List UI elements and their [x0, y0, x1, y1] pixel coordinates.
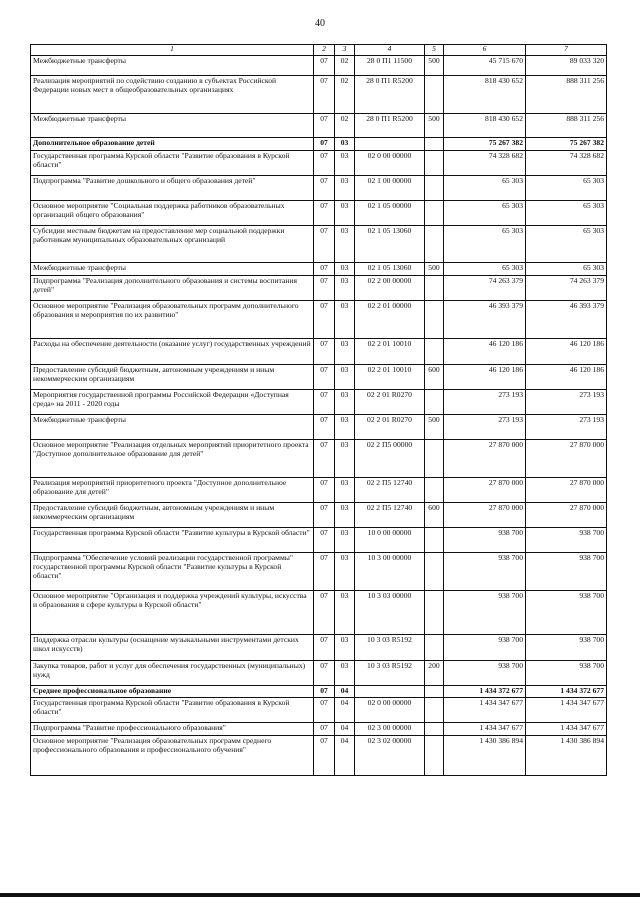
row-name: Межбюджетные трансферты: [31, 415, 314, 440]
table-row: [31, 591, 607, 635]
row-amount-2: 938 700: [526, 661, 607, 686]
row-subsection-code: 03: [335, 138, 355, 151]
row-section-code: 07: [314, 301, 335, 339]
row-name: Подпрограмма "Реализация дополнительного образования и системы воспитания детей": [31, 276, 314, 301]
row-amount-1: 46 120 186: [444, 365, 526, 390]
row-section-code: 07: [314, 686, 335, 698]
row-target-article: 02 3 00 00000: [355, 723, 425, 736]
row-amount-2: 273 193: [526, 390, 607, 415]
row-subsection-code: 04: [335, 723, 355, 736]
row-amount-1: 1 434 347 677: [444, 698, 526, 723]
row-target-article: 10 3 03 00000: [355, 591, 425, 635]
row-expense-type: 600: [425, 365, 444, 390]
row-amount-1: 938 700: [444, 635, 526, 661]
row-expense-type: 500: [425, 56, 444, 76]
row-amount-1: 938 700: [444, 661, 526, 686]
row-amount-1: 938 700: [444, 553, 526, 591]
row-target-article: 02 2 01 10010: [355, 365, 425, 390]
row-section-code: 07: [314, 635, 335, 661]
table-row: [31, 635, 607, 661]
row-amount-1: 273 193: [444, 415, 526, 440]
row-subsection-code: 03: [335, 176, 355, 201]
row-subsection-code: 03: [335, 440, 355, 478]
row-section-code: 07: [314, 76, 335, 114]
row-expense-type: [425, 686, 444, 698]
row-expense-type: [425, 591, 444, 635]
row-section-code: 07: [314, 176, 335, 201]
row-amount-1: 1 430 386 894: [444, 736, 526, 776]
row-subsection-code: 02: [335, 56, 355, 76]
table-row: [31, 365, 607, 390]
row-target-article: 28 0 П1 R5200: [355, 114, 425, 138]
table-row: [31, 528, 607, 553]
row-amount-1: 27 870 000: [444, 440, 526, 478]
row-name: Межбюджетные трансферты: [31, 114, 314, 138]
row-target-article: 02 2 П5 12740: [355, 503, 425, 528]
table-row: [31, 263, 607, 276]
row-section-code: 07: [314, 138, 335, 151]
row-amount-2: 65 303: [526, 226, 607, 263]
row-subsection-code: 02: [335, 114, 355, 138]
row-section-code: 07: [314, 553, 335, 591]
row-amount-2: 273 193: [526, 415, 607, 440]
row-amount-1: 46 393 379: [444, 301, 526, 339]
row-section-code: 07: [314, 591, 335, 635]
row-target-article: 10 3 00 00000: [355, 553, 425, 591]
row-name: Закупка товаров, работ и услуг для обеспечения государственных (муниципальных) нужд: [31, 661, 314, 686]
row-subsection-code: 03: [335, 263, 355, 276]
row-amount-2: 1 430 386 894: [526, 736, 607, 776]
row-amount-1: 75 267 382: [444, 138, 526, 151]
row-subsection-code: 03: [335, 503, 355, 528]
row-amount-1: 65 303: [444, 226, 526, 263]
row-name: Государственная программа Курской области "Развитие образования в Курской области": [31, 151, 314, 176]
row-target-article: 02 2 01 00000: [355, 301, 425, 339]
table-row: [31, 151, 607, 176]
row-name: Основное мероприятие "Реализация образовательных программ дополнительного образования и мероприятия по их развитию": [31, 301, 314, 339]
row-target-article: 02 2 00 00000: [355, 276, 425, 301]
row-subsection-code: 03: [335, 339, 355, 365]
row-amount-2: 1 434 347 677: [526, 723, 607, 736]
row-section-code: 07: [314, 365, 335, 390]
row-subsection-code: 03: [335, 528, 355, 553]
row-amount-1: 65 303: [444, 201, 526, 226]
row-amount-2: 65 303: [526, 263, 607, 276]
row-section-code: 07: [314, 503, 335, 528]
row-amount-1: 938 700: [444, 528, 526, 553]
row-amount-2: 46 120 186: [526, 339, 607, 365]
row-section-code: 07: [314, 736, 335, 776]
table-row: [31, 503, 607, 528]
row-expense-type: [425, 301, 444, 339]
row-expense-type: [425, 698, 444, 723]
row-expense-type: [425, 723, 444, 736]
row-expense-type: 600: [425, 503, 444, 528]
row-name: Предоставление субсидий бюджетным, автономным учреждениям и иным некоммерческим организациям: [31, 503, 314, 528]
row-amount-1: 1 434 347 677: [444, 723, 526, 736]
row-section-code: 07: [314, 276, 335, 301]
row-target-article: 02 2 01 R0270: [355, 415, 425, 440]
row-target-article: 28 0 П1 11500: [355, 56, 425, 76]
row-target-article: 10 3 03 R5192: [355, 661, 425, 686]
row-expense-type: [425, 76, 444, 114]
row-expense-type: [425, 138, 444, 151]
row-amount-1: 938 700: [444, 591, 526, 635]
row-name: Межбюджетные трансферты: [31, 56, 314, 76]
row-amount-2: 938 700: [526, 635, 607, 661]
row-expense-type: 500: [425, 263, 444, 276]
row-target-article: 02 2 П5 12740: [355, 478, 425, 503]
row-expense-type: [425, 390, 444, 415]
table-row: [31, 226, 607, 263]
row-expense-type: [425, 440, 444, 478]
row-target-article: [355, 686, 425, 698]
row-target-article: 02 1 05 13060: [355, 263, 425, 276]
row-section-code: 07: [314, 226, 335, 263]
row-name: Подпрограмма "Обеспечение условий реализации государственной программы" государственной программы Курской области "Развитие культуры в Курской области": [31, 553, 314, 591]
row-name: Основное мероприятие "Организация и поддержка учреждений культуры, искусства и образования в сфере культуры в Курской области": [31, 591, 314, 635]
row-name: Подпрограмма "Развитие дошкольного и общего образования детей": [31, 176, 314, 201]
row-section-code: 07: [314, 263, 335, 276]
table-body: [31, 56, 607, 776]
row-section-code: 07: [314, 151, 335, 176]
row-name: Среднее профессиональное образование: [31, 686, 314, 698]
table-row: [31, 553, 607, 591]
row-amount-2: 74 328 682: [526, 151, 607, 176]
table-row: [31, 661, 607, 686]
row-section-code: 07: [314, 478, 335, 503]
header-col-7: 7: [526, 45, 607, 56]
row-expense-type: [425, 553, 444, 591]
header-col-4: 4: [355, 45, 425, 56]
row-amount-2: 89 033 320: [526, 56, 607, 76]
row-amount-1: 27 870 000: [444, 503, 526, 528]
row-target-article: 02 2 01 10010: [355, 339, 425, 365]
row-target-article: 02 3 02 00000: [355, 736, 425, 776]
row-name: Расходы на обеспечение деятельности (оказание услуг) государственных учреждений: [31, 339, 314, 365]
row-name: Основное мероприятие "Реализация отдельных мероприятий приоритетного проекта "Доступное дополнительное образование для детей": [31, 440, 314, 478]
row-amount-1: 65 303: [444, 263, 526, 276]
row-target-article: 02 0 00 00000: [355, 698, 425, 723]
row-amount-2: 938 700: [526, 591, 607, 635]
row-section-code: 07: [314, 56, 335, 76]
row-amount-2: 27 870 000: [526, 478, 607, 503]
table-row: [31, 698, 607, 723]
row-target-article: 02 0 00 00000: [355, 151, 425, 176]
table-row: [31, 440, 607, 478]
row-amount-1: 74 263 379: [444, 276, 526, 301]
row-subsection-code: 03: [335, 390, 355, 415]
row-name: Реализация мероприятий приоритетного проекта "Доступное дополнительное образование для детей": [31, 478, 314, 503]
row-target-article: 02 2 01 R0270: [355, 390, 425, 415]
row-target-article: 02 1 05 00000: [355, 201, 425, 226]
row-amount-2: 75 267 382: [526, 138, 607, 151]
table-row: [31, 736, 607, 776]
row-target-article: 02 1 00 00000: [355, 176, 425, 201]
row-subsection-code: 03: [335, 201, 355, 226]
row-expense-type: [425, 528, 444, 553]
page-number: 40: [315, 18, 325, 29]
row-target-article: [355, 138, 425, 151]
row-target-article: 10 3 03 R5192: [355, 635, 425, 661]
row-name: Мероприятия государственной программы Российской Федерации «Доступная среда» на 2011 - 2020 годы: [31, 390, 314, 415]
row-amount-2: 27 870 000: [526, 503, 607, 528]
row-subsection-code: 04: [335, 698, 355, 723]
row-expense-type: [425, 226, 444, 263]
row-subsection-code: 03: [335, 365, 355, 390]
row-amount-1: 65 303: [444, 176, 526, 201]
budget-table: [30, 44, 607, 776]
header-col-5: 5: [425, 45, 444, 56]
row-section-code: 07: [314, 440, 335, 478]
table-row: [31, 478, 607, 503]
row-amount-2: 27 870 000: [526, 440, 607, 478]
row-amount-2: 46 120 186: [526, 365, 607, 390]
table-row: [31, 56, 607, 76]
row-name: Подпрограмма "Развитие профессионального образования": [31, 723, 314, 736]
row-expense-type: 500: [425, 114, 444, 138]
row-expense-type: 500: [425, 415, 444, 440]
header-col-1: 1: [31, 45, 314, 56]
row-subsection-code: 03: [335, 553, 355, 591]
row-name: Дополнительное образование детей: [31, 138, 314, 151]
row-subsection-code: 03: [335, 478, 355, 503]
row-subsection-code: 03: [335, 591, 355, 635]
row-amount-2: 888 311 256: [526, 76, 607, 114]
row-name: Поддержка отрасли культуры (оснащение музыкальными инструментами детских школ искусств): [31, 635, 314, 661]
row-section-code: 07: [314, 390, 335, 415]
row-section-code: 07: [314, 415, 335, 440]
row-subsection-code: 03: [335, 301, 355, 339]
row-name: Реализация мероприятий по содействию созданию в субъектах Российской Федерации новых мест в общеобразовательных организациях: [31, 76, 314, 114]
row-target-article: 02 2 П5 00000: [355, 440, 425, 478]
row-subsection-code: 02: [335, 76, 355, 114]
row-section-code: 07: [314, 114, 335, 138]
row-amount-1: 27 870 000: [444, 478, 526, 503]
table-row: [31, 301, 607, 339]
row-expense-type: [425, 339, 444, 365]
row-target-article: 28 0 П1 R5200: [355, 76, 425, 114]
table-row: [31, 138, 607, 151]
row-expense-type: [425, 478, 444, 503]
row-section-code: 07: [314, 723, 335, 736]
table-row: [31, 723, 607, 736]
row-amount-1: 46 120 186: [444, 339, 526, 365]
table-row: [31, 176, 607, 201]
row-section-code: 07: [314, 698, 335, 723]
row-amount-2: 1 434 347 677: [526, 698, 607, 723]
row-expense-type: [425, 201, 444, 226]
row-section-code: 07: [314, 661, 335, 686]
row-name: Государственная программа Курской области "Развитие образования в Курской области": [31, 698, 314, 723]
row-amount-2: 1 434 372 677: [526, 686, 607, 698]
row-name: Межбюджетные трансферты: [31, 263, 314, 276]
row-expense-type: [425, 276, 444, 301]
row-subsection-code: 04: [335, 686, 355, 698]
row-subsection-code: 04: [335, 736, 355, 776]
row-section-code: 07: [314, 339, 335, 365]
table-row: [31, 201, 607, 226]
header-col-6: 6: [444, 45, 526, 56]
page-bottom-rule: [0, 893, 640, 897]
row-amount-2: 938 700: [526, 528, 607, 553]
row-amount-1: 1 434 372 677: [444, 686, 526, 698]
row-amount-1: 74 328 682: [444, 151, 526, 176]
row-expense-type: [425, 151, 444, 176]
row-target-article: 10 0 00 00000: [355, 528, 425, 553]
table-row: [31, 390, 607, 415]
row-amount-2: 888 311 256: [526, 114, 607, 138]
header-col-2: 2: [314, 45, 335, 56]
row-amount-1: 273 193: [444, 390, 526, 415]
row-expense-type: 200: [425, 661, 444, 686]
row-subsection-code: 03: [335, 151, 355, 176]
row-amount-2: 65 303: [526, 201, 607, 226]
row-subsection-code: 03: [335, 635, 355, 661]
table-row: [31, 76, 607, 114]
row-expense-type: [425, 635, 444, 661]
row-section-code: 07: [314, 528, 335, 553]
row-name: Основное мероприятие "Реализация образовательных программ среднего профессионального образования и профессионального обучения": [31, 736, 314, 776]
table-row: [31, 339, 607, 365]
row-subsection-code: 03: [335, 415, 355, 440]
table-header-row: [31, 45, 607, 56]
row-expense-type: [425, 736, 444, 776]
row-target-article: 02 1 05 13060: [355, 226, 425, 263]
row-amount-2: 46 393 379: [526, 301, 607, 339]
row-name: Основное мероприятие "Социальная поддержка работников образовательных организаций общего образования": [31, 201, 314, 226]
row-amount-1: 818 430 652: [444, 76, 526, 114]
table-row: [31, 276, 607, 301]
row-amount-1: 818 430 652: [444, 114, 526, 138]
row-name: Субсидии местным бюджетам на предоставление мер социальной поддержки работникам муниципальных образовательных организаций: [31, 226, 314, 263]
row-amount-2: 65 303: [526, 176, 607, 201]
row-name: Государственная программа Курской области "Развитие культуры в Курской области": [31, 528, 314, 553]
row-subsection-code: 03: [335, 226, 355, 263]
table-row: [31, 686, 607, 698]
row-section-code: 07: [314, 201, 335, 226]
header-col-3: 3: [335, 45, 355, 56]
table-row: [31, 114, 607, 138]
row-subsection-code: 03: [335, 276, 355, 301]
row-amount-2: 938 700: [526, 553, 607, 591]
row-amount-2: 74 263 379: [526, 276, 607, 301]
row-subsection-code: 03: [335, 661, 355, 686]
row-name: Предоставление субсидий бюджетным, автономным учреждениям и иным некоммерческим организациям: [31, 365, 314, 390]
table-row: [31, 415, 607, 440]
row-amount-1: 45 715 670: [444, 56, 526, 76]
row-expense-type: [425, 176, 444, 201]
